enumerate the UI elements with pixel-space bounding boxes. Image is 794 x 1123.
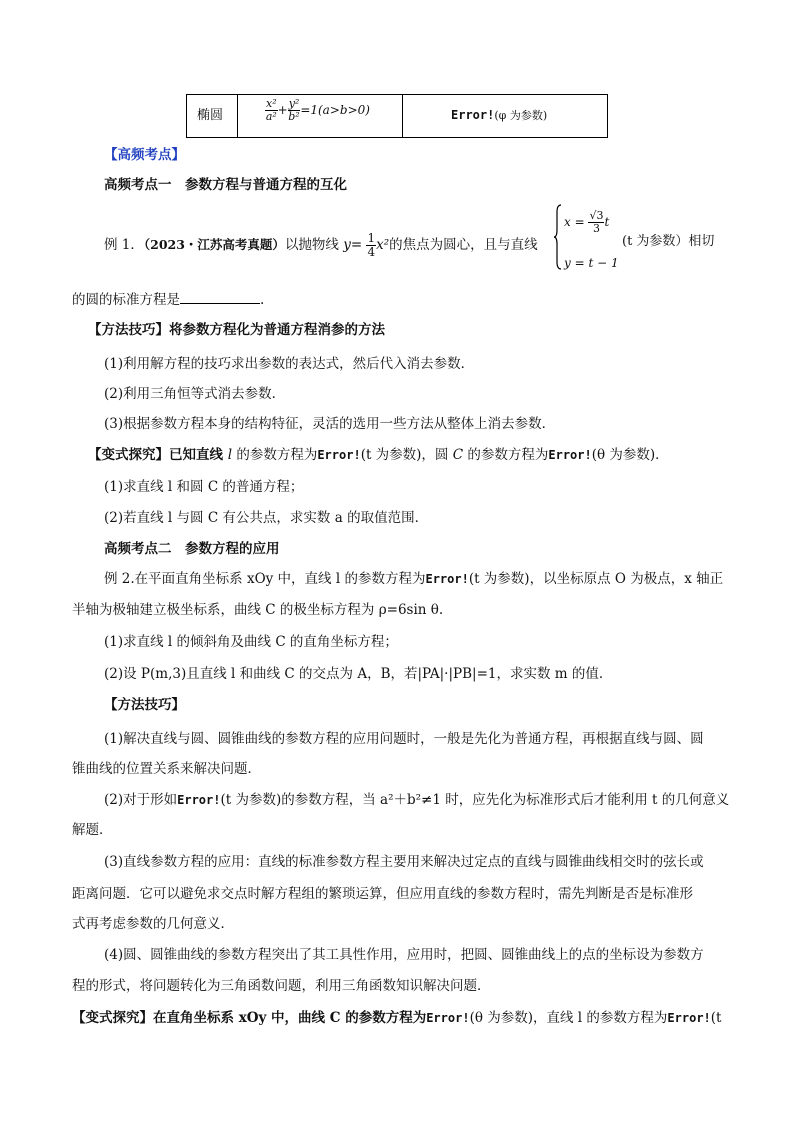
method-2-p4-line1: (4)圆、圆锥曲线的参数方程突出了其工具性作用，应用时，把圆、圆锥曲线上的点的坐标设为参数方 (104, 947, 704, 963)
method-2-p4-line2: 程的形式，将问题转化为三角函数问题，利用三角函数知识解决问题． (72, 978, 491, 994)
keypoint-2-title: 高频考点二 参数方程的应用 (104, 541, 280, 557)
brace-icon (554, 204, 562, 270)
variant-1-question-1: (1)求直线 l 和圆 C 的普通方程； (104, 479, 304, 495)
system-note: (t 为参数）相切 (622, 234, 715, 249)
method-1-item-2: (2)利用三角恒等式消去参数． (104, 386, 286, 402)
system-line-2: y = t − 1 (564, 256, 619, 270)
example-1-line2: 的圆的标准方程是 . (72, 292, 265, 308)
example-2-line1: 例 2.在平面直角坐标系 xOy 中，直线 l 的参数方程为Error!(t 为参数)，以坐标原点 O 为极点，x 轴正 (104, 571, 724, 587)
keypoint-1-title: 高频考点一 参数方程与普通方程的互化 (104, 177, 347, 193)
example-2-question-2: (2)设 P(m,3)且直线 l 和曲线 C 的交点为 A，B，若|PA|·|PB|=1，求实数 m 的值． (104, 666, 613, 682)
ellipse-label: 椭圆 (197, 108, 224, 123)
method-2-p3-line3: 式再考虑参数的几何意义． (72, 916, 234, 932)
method-2-p2-line2: 解题． (72, 822, 113, 838)
variant-1-stem: 【变式探究】已知直线 l 的参数方程为Error!(t 为参数)，圆 C 的参数方程为Error!(θ 为参数)． (88, 447, 669, 463)
variant-2-stem: 【变式探究】在直角坐标系 xOy 中，曲线 C 的参数方程为Error!(θ 为参数)，直线 l 的参数方程为Error!(t (72, 1010, 722, 1026)
method-2-p3-line1: (3)直线参数方程的应用：直线的标准参数方程主要用来解决过定点的直线与圆锥曲线相交时的弦长或 (104, 854, 704, 870)
method-2-p1-line1: (1)解决直线与圆、圆锥曲线的参数方程的应用问题时，一般是先化为普通方程，再根据直线与圆、圆 (104, 731, 704, 747)
method-1-title: 【方法技巧】将参数方程化为普通方程消参的方法 (88, 322, 385, 338)
example-2-question-1: (1)求直线 l 的倾斜角及曲线 C 的直角坐标方程； (104, 634, 398, 650)
method-1-item-1: (1)利用解方程的技巧求出参数的表达式，然后代入消去参数． (104, 356, 475, 372)
example-2-line2: 半轴为极轴建立极坐标系，曲线 C 的极坐标方程为 ρ=6sin θ. (72, 602, 444, 618)
method-2-p3-line2: 距离问题．它可以避免求交点时解方程组的繁琐运算，但应用直线的参数方程时，需先判断是否是标准形 (72, 886, 693, 902)
system-line-1: x = $\frac{√3}{3}$ t (564, 209, 610, 235)
table-cell-equation (238, 95, 403, 137)
ellipse-param: Error!(φ 为参数) (451, 108, 548, 122)
ellipse-equation: $\frac{\text{x²}}{\text{a²}}$ + $\frac{\text{y²}}{\text{b²}}$ =1(a>b>0) (265, 97, 370, 123)
example-1-line1: 例 1．（2023・江苏高考真题）以抛物线 y= $\frac{1}{4}$ x²的焦点为圆心，且与直线 (104, 231, 538, 259)
variant-1-question-2: (2)若直线 l 与圆 C 有公共点，求实数 a 的取值范围． (104, 510, 429, 526)
table-cell-param (403, 95, 607, 137)
method-1-item-3: (3)根据参数方程本身的结构特征，灵活的选用一些方法从整体上消去参数． (104, 416, 556, 432)
method-2-p1-line2: 锥曲线的位置关系来解决问题． (72, 761, 261, 777)
section-title: 【高频考点】 (104, 147, 185, 163)
table-cell-name (187, 95, 238, 137)
method-2-p2-line1: (2)对于形如Error!(t 为参数)的参数方程，当 a²＋b²≠1 时，应先化为标准形式后才能利用 t 的几何意义 (104, 792, 730, 808)
ellipse-table (186, 94, 608, 138)
answer-blank (180, 291, 260, 304)
method-2-title: 【方法技巧】 (104, 697, 185, 713)
